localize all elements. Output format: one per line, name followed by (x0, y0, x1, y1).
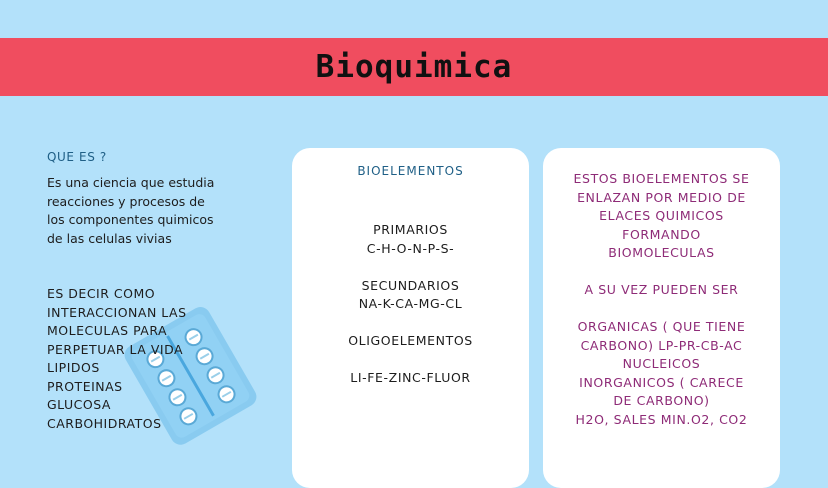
biomoleculas-card (543, 148, 780, 488)
definition-line: Es una ciencia que estudia (47, 175, 215, 190)
intro-line: BIOMOLECULAS (608, 245, 715, 260)
intro-line: FORMANDO (622, 226, 701, 242)
type-line: H2O, SALES MIN.O2, CO2 (575, 411, 748, 427)
type-line: INORGANICOS ( CARECE (579, 374, 744, 390)
list-item: INTERACCIONAN LAS (47, 304, 187, 320)
bioelementos-heading: BIOELEMENTOS (357, 164, 464, 178)
page-title: Bioquimica (315, 49, 513, 85)
primarios-value: C-H-O-N-P-S- (366, 240, 455, 256)
middle-line: A SU VEZ PUEDEN SER (584, 282, 739, 297)
intro-line: ELACES QUIMICOS (599, 208, 724, 223)
type-line: NUCLEICOS (622, 356, 701, 371)
secundarios-value: NA-K-CA-MG-CL (358, 296, 463, 311)
definition-section (47, 150, 287, 248)
definition-line: de las celulas vivias (47, 230, 172, 246)
type-line: DE CARBONO) (613, 393, 710, 408)
list-item: PROTEINAS (47, 378, 123, 394)
list-item: LIPIDOS (47, 360, 100, 375)
type-line: CARBONO) LP-PR-CB-AC (580, 337, 743, 353)
oligoelementos-label: OLIGOELEMENTOS (348, 333, 473, 348)
biomoleculas-content (543, 170, 780, 429)
title-banner (0, 38, 828, 96)
definition-line: reacciones y procesos de (47, 193, 205, 209)
definition-text (47, 174, 287, 248)
list-item: CARBOHIDRATOS (47, 415, 162, 431)
bioelementos-card (292, 148, 529, 488)
list-item: GLUCOSA (47, 397, 111, 412)
oligoelementos-value: LI-FE-ZINC-FLUOR (350, 370, 471, 385)
intro-line: ESTOS BIOELEMENTOS SE (573, 171, 750, 186)
definition-line: los componentes quimicos (47, 212, 214, 227)
intro-line: ENLAZAN POR MEDIO DE (577, 189, 746, 205)
list-item: ES DECIR COMO (47, 286, 156, 301)
definition-heading: QUE ES ? (47, 150, 107, 164)
primarios-label: PRIMARIOS (373, 222, 448, 237)
biomolecule-list (47, 285, 187, 433)
type-line: ORGANICAS ( QUE TIENE (577, 319, 746, 334)
secundarios-label: SECUNDARIOS (361, 277, 460, 293)
list-item: MOLECULAS PARA (47, 323, 168, 338)
bioelementos-content (292, 221, 529, 388)
list-item: PERPETUAR LA VIDA (47, 341, 184, 357)
